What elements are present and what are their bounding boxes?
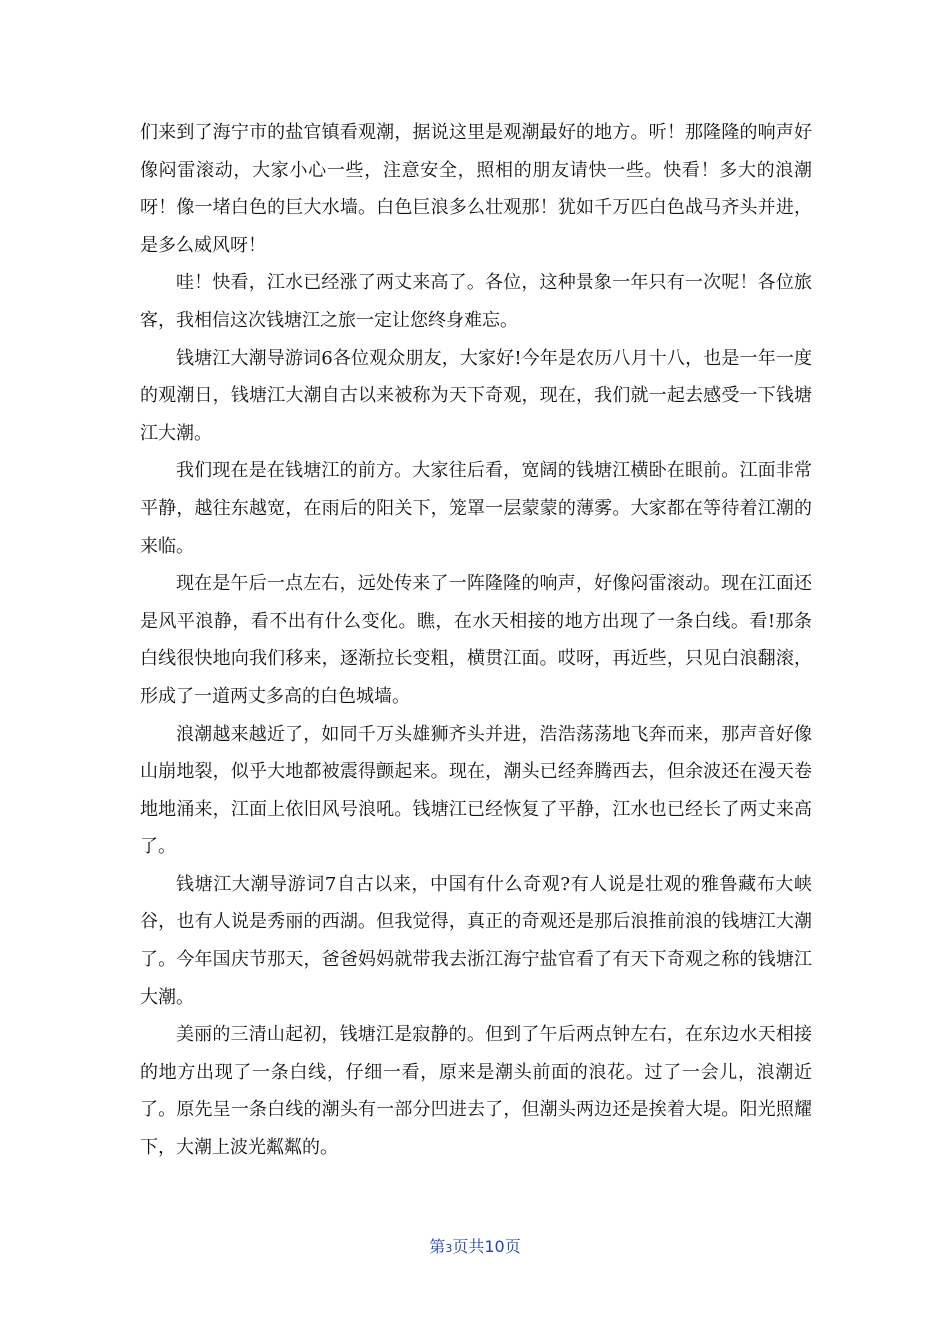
page-indicator-middle: 页共 [452, 1237, 485, 1256]
paragraph: 钱塘江大潮导游词7自古以来，中国有什么奇观?有人说是壮观的雅鲁藏布大峡谷，也有人说是秀丽的西湖。但我觉得，真正的奇观还是那后浪推前浪的钱塘江大潮了。今年国庆节那天，爸爸妈妈就带我去浙江海宁盐官看了有天下奇观之称的钱塘江大潮。 [140, 873, 812, 1008]
paragraph: 我们现在是在钱塘江的前方。大家往后看，宽阔的钱塘江横卧在眼前。江面非常平静，越往东越宽，在雨后的阳关下，笼罩一层蒙蒙的薄雾。大家都在等待着江潮的来临。 [140, 460, 812, 557]
page-indicator-prefix: 第 [429, 1237, 446, 1256]
paragraph: 们来到了海宁市的盐官镇看观潮，据说这里是观潮最好的地方。听！那隆隆的响声好像闷雷滚动，大家小心一些，注意安全，照相的朋友请快一些。快看！多大的浪潮呀！像一堵白色的巨大水墙。白色巨浪多么壮观那！犹如千万匹白色战马齐头并进，是多么威风呀！ [140, 122, 812, 256]
paragraph: 钱塘江大潮导游词6各位观众朋友，大家好!今年是农历八月十八，也是一年一度的观潮日，钱塘江大潮自古以来被称为天下奇观，现在，我们就一起去感受一下钱塘江大潮。 [140, 347, 812, 444]
current-page-number: 3 [445, 1242, 453, 1255]
total-pages-number: 10 [484, 1237, 505, 1256]
document-body [140, 114, 812, 1167]
paragraph: 哇！快看，江水已经涨了两丈来高了。各位，这种景象一年只有一次呢！各位旅客，我相信这次钱塘江之旅一定让您终身难忘。 [140, 272, 812, 331]
paragraph: 现在是午后一点左右，远处传来了一阵隆隆的响声，好像闷雷滚动。现在江面还是风平浪静，看不出有什么变化。瞧，在水天相接的地方出现了一条白线。看!那条白线很快地向我们移来，逐渐拉长变粗，横贯江面。哎呀，再近些，只见白浪翻滚，形成了一道两丈多高的白色城墙。 [140, 573, 812, 707]
paragraph: 浪潮越来越近了，如同千万头雄狮齐头并进，浩浩荡荡地飞奔而来，那声音好像山崩地裂，似乎大地都被震得颤起来。现在，潮头已经奔腾西去，但余波还在漫天卷地地涌来，江面上依旧风号浪吼。钱塘江已经恢复了平静，江水也已经长了两丈来高了。 [140, 723, 812, 858]
page-footer [0, 1234, 950, 1257]
page-indicator-suffix: 页 [504, 1237, 521, 1256]
paragraph: 美丽的三清山起初，钱塘江是寂静的。但到了午后两点钟左右，在东边水天相接的地方出现了一条白线，仔细一看，原来是潮头前面的浪花。过了一会儿，浪潮近了。原先呈一条白线的潮头有一部分凹进去了，但潮头两边还是挨着大堤。阳光照耀下，大潮上波光粼粼的。 [140, 1024, 812, 1159]
